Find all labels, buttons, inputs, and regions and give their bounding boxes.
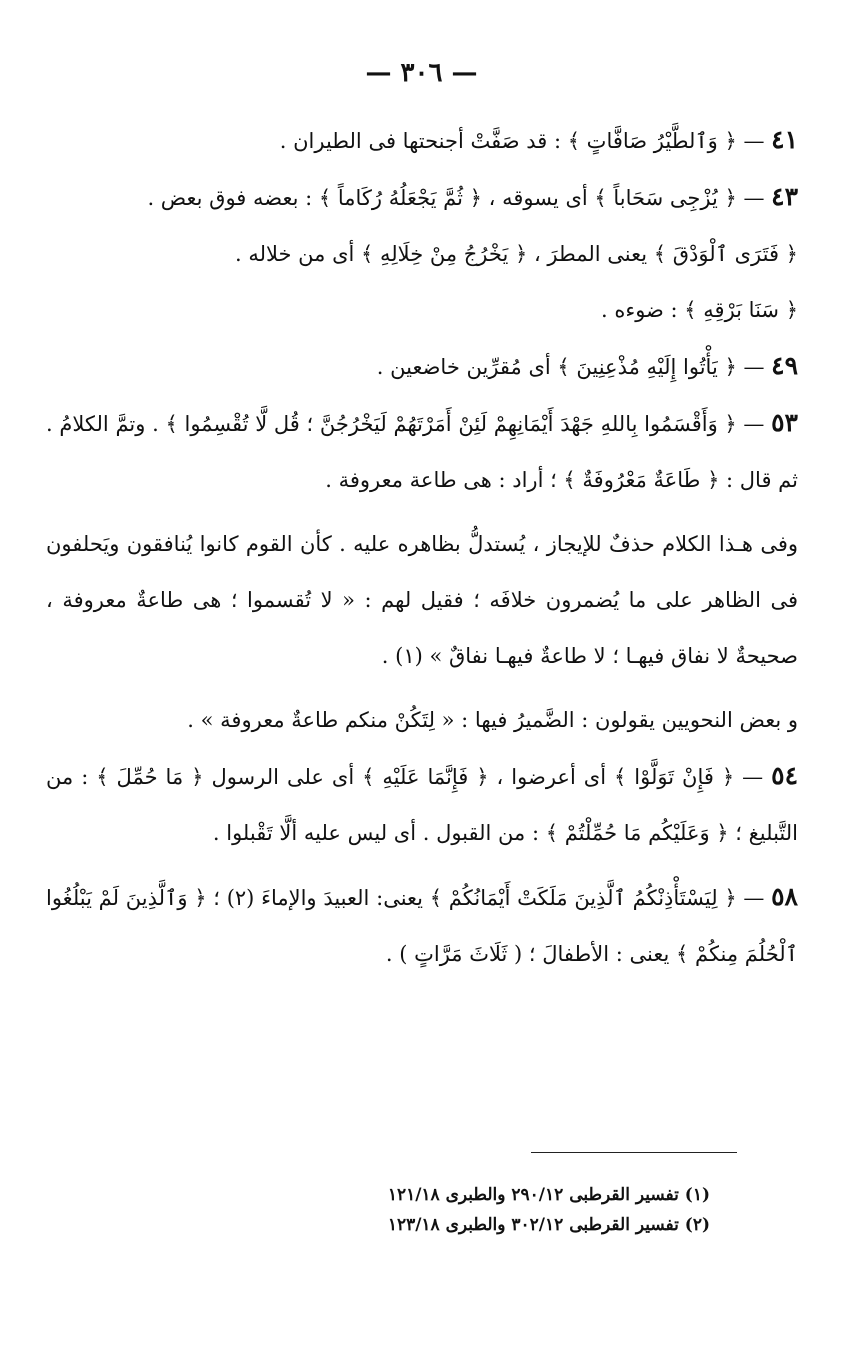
entry-text: — ﴿ لِيَسْتَأْذِنْكُمُ ٱلَّذِينَ مَلَكَتْ أَيْمَانُكُمْ ﴾ يعنى: العبيدَ والإماءَ (٢) ؛ ﴿ وَٱلَّذِينَ لَمْ يَبْلُغُوا ٱلْحُلُمَ مِنكُمْ ﴾ يعنى : الأطفالَ ؛ ( ثَلَاثَ مَرَّاتٍ ) . [46, 886, 798, 966]
entry-text: — ﴿ وَٱلطَّيْرُ صَافَّاتٍ ﴾ : قد صَفَّتْ أجنحتها فى الطيران . [279, 129, 765, 153]
entry-text: — ﴿ يُزْجِى سَحَاباً ﴾ أى يسوقه ، ﴿ ثُمَّ يَجْعَلُهُ رُكَاماً ﴾ : بعضه فوق بعض . [147, 186, 765, 210]
grammarians-paragraph [46, 692, 798, 748]
main-text [46, 112, 798, 982]
entry-58 [46, 869, 798, 982]
entry-41 [46, 112, 798, 169]
entry-43-wadq [46, 226, 798, 282]
verse-number: ٤١ [771, 125, 798, 154]
entry-text: وفى هـذا الكلام حذفٌ للإيجاز ، يُستدلُّ بظاهره عليه . كأن القوم كانوا يُنافقون ويَحلفون فى الظاهر على ما يُضمرون خلافَه ؛ فقيل لهم : « لا تُقسموا ؛ هى طاعةٌ معروفة ، صحيحةٌ لا نفاق فيهـا ؛ لا طاعةٌ فيهـا نفاقٌ » (١) . [46, 532, 798, 668]
footnote-1: (١) تفسير القرطبى ٢٩٠/١٢ والطبرى ١٢١/١٨ [387, 1185, 710, 1205]
verse-number: ٥٤ [771, 761, 798, 790]
entry-53 [46, 395, 798, 508]
page-number: — ٣٠٦ — [365, 58, 478, 88]
entry-text: — ﴿ وَأَقْسَمُوا بِاللهِ جَهْدَ أَيْمَانِهِمْ لَئِنْ أَمَرْتَهُمْ لَيَخْرُجُنَّ ؛ قُل لَّا تُقْسِمُوا ﴾ . وتمَّ الكلامُ . ثم قال : ﴿ طَاعَةٌ مَعْرُوفَةٌ ﴾ ؛ أراد : هى طاعة معروفة . [46, 412, 798, 492]
entry-text: ﴿ فَتَرَى ٱلْوَدْقَ ﴾ يعنى المطرَ ، ﴿ يَخْرُجُ مِنْ خِلَالِهِ ﴾ أى من خلاله . [234, 242, 798, 266]
verse-number: ٤٩ [771, 351, 798, 380]
footnotes [330, 1180, 710, 1240]
entry-text: — ﴿ يَأْتُوا إِلَيْهِ مُذْعِنِينَ ﴾ أى مُقرِّين خاضعين . [376, 355, 765, 379]
verse-number: ٤٣ [771, 182, 798, 211]
verse-number: ٥٣ [771, 408, 798, 437]
entry-text: و بعض النحويين يقولون : الضَّميرُ فيها : « لِتَكُنْ منكم طاعةٌ معروفة » . [187, 708, 798, 732]
footnote-divider [531, 1152, 737, 1153]
verse-number: ٥٨ [771, 882, 798, 911]
entry-49 [46, 338, 798, 395]
entry-43 [46, 169, 798, 226]
commentary-paragraph [46, 516, 798, 684]
entry-text: ﴿ سَنَا بَرْقِهِ ﴾ : ضوءه . [600, 298, 798, 322]
entry-text: — ﴿ فَإِنْ تَوَلَّوْا ﴾ أى أعرضوا ، ﴿ فَإِنَّمَا عَلَيْهِ ﴾ أى على الرسول ﴿ مَا حُمِّلَ ﴾ : من التَّبليغ ؛ ﴿ وَعَلَيْكُم مَا حُمِّلْتُمْ ﴾ : من القبول . أى ليس عليه ألَّا تَقْبلوا . [46, 765, 798, 845]
entry-43-sana [46, 282, 798, 338]
entry-54 [46, 748, 798, 861]
footnote-2: (٢) تفسير القرطبى ٣٠٢/١٢ والطبرى ١٢٣/١٨ [387, 1215, 710, 1235]
